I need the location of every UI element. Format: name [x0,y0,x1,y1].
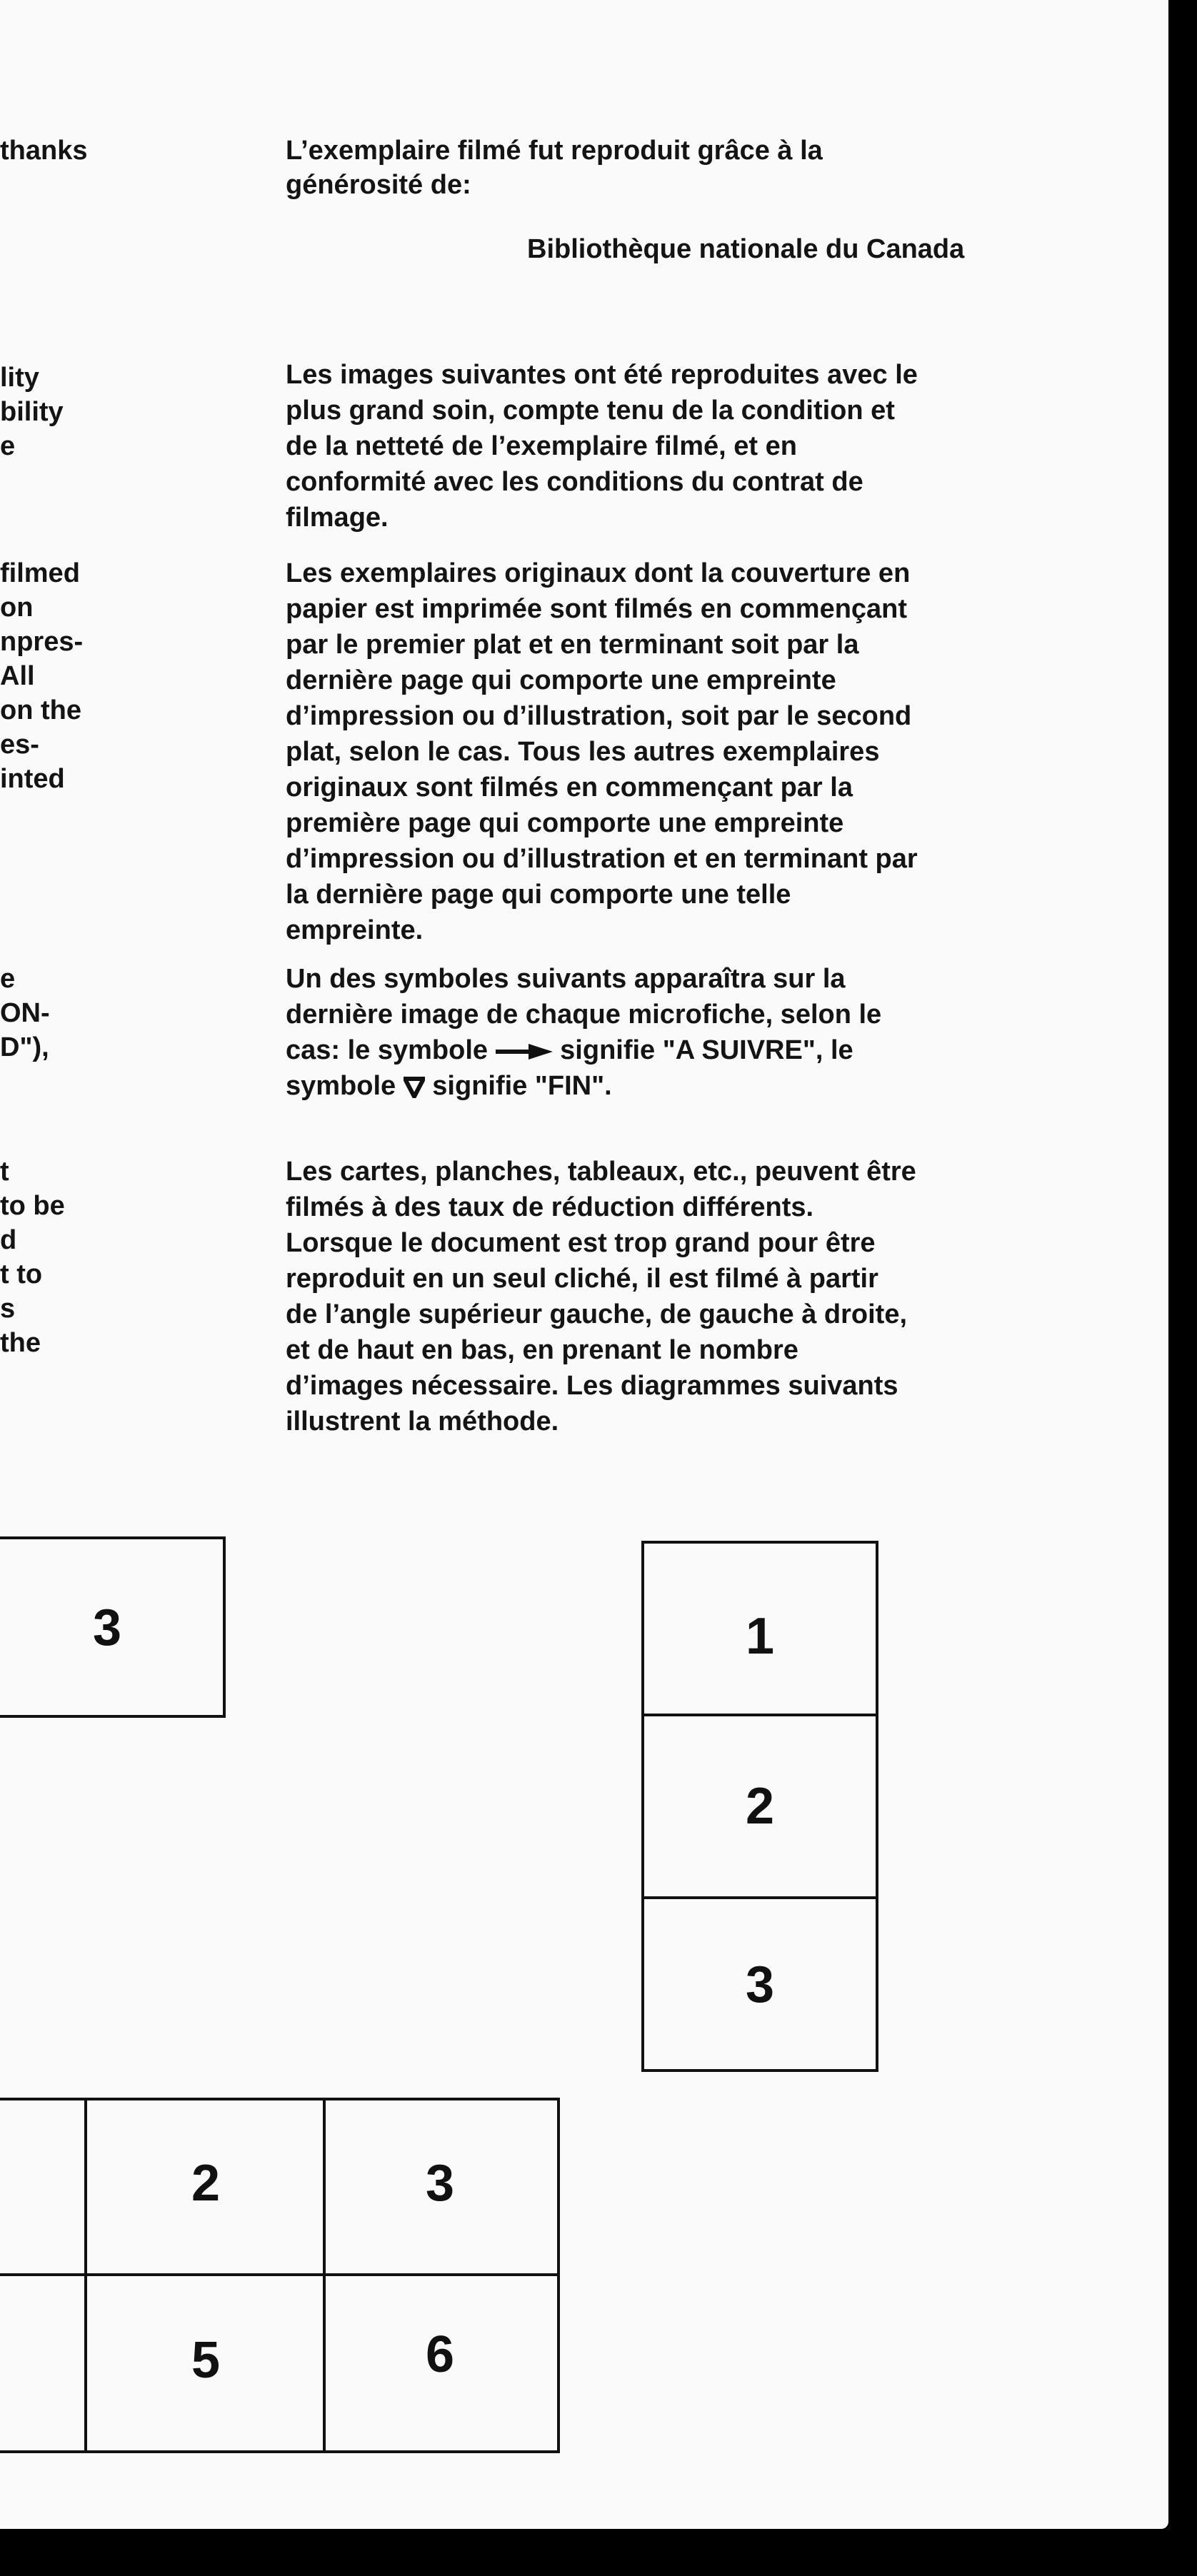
para-line: première page qui comporte une empreinte [286,808,844,838]
left-fragment: e [0,431,16,461]
diagram-grid-hline [0,2273,560,2276]
diagram-cell-number: 1 [745,1608,775,1665]
para-line: empreinte. [286,915,424,945]
para-line: filmage. [286,503,389,533]
para-line: Un des symboles suivants apparaîtra sur la [286,964,846,994]
para-line: la dernière page qui comporte une telle [286,880,791,910]
right-arrow-icon [496,1043,553,1060]
diagram-cell-number: 6 [425,2326,455,2383]
intro-line: générosité de: [286,170,471,200]
para-line: plat, selon le cas. Tous les autres exemplaires [286,737,880,767]
intro-line: L’exemplaire filmé fut reproduit grâce à la [286,136,823,166]
diagram-column-divider [641,1896,878,1899]
diagram-cell-number: 2 [745,1778,775,1835]
para-segment: signifie "A SUIVRE", le [560,1035,853,1065]
diagram-cell-number: 3 [425,2155,455,2212]
para-line: de l’angle supérieur gauche, de gauche à droite, [286,1299,908,1329]
left-fragment: t [0,1157,9,1187]
para-line: Les cartes, planches, tableaux, etc., peuvent être [286,1157,916,1187]
para-line: d’impression ou d’illustration, soit par le second [286,701,912,731]
left-fragment: on [0,593,34,623]
paragraph-originals [286,555,1086,948]
left-fragment: d [0,1225,17,1255]
left-fragment: t to [0,1259,43,1289]
diagram-cell-number: 3 [92,1599,122,1656]
left-fragment: bility [0,397,64,427]
para-line: Les exemplaires originaux dont la couverture en [286,558,911,588]
para-line: originaux sont filmés en commençant par la [286,773,853,803]
left-fragment: s [0,1294,16,1324]
para-line: filmés à des taux de réduction différents. [286,1192,814,1222]
para-segment: symbole [286,1071,396,1101]
left-fragment: npres- [0,627,84,657]
para-line: conformité avec les conditions du contrat de [286,467,863,497]
left-fragment: filmed [0,558,80,588]
left-fragment: es- [0,730,39,760]
para-segment: signifie "FIN". [432,1071,612,1101]
left-fragment: e [0,964,16,994]
left-fragment: on the [0,695,81,725]
left-fragment: lity [0,363,39,393]
left-fragment: ON- [0,998,50,1028]
paragraph-symbols [286,961,1086,1104]
para-line: reproduit en un seul cliché, il est filmé à partir [286,1264,878,1294]
institution-name: Bibliothèque nationale du Canada [527,234,965,264]
diagram-cell-number: 5 [191,2332,221,2389]
paragraph-maps [286,1154,1086,1439]
triangle-down-icon [404,1077,425,1098]
para-line [286,1032,1086,1068]
para-line: Lorsque le document est trop grand pour être [286,1228,876,1258]
left-fragment: D"), [0,1032,49,1062]
para-line: plus grand soin, compte tenu de la condition et [286,396,895,426]
diagram-column-divider [641,1714,878,1716]
diagram-cell-number: 2 [191,2155,221,2212]
para-line: dernière image de chaque microfiche, selon le [286,1000,882,1030]
para-segment: cas: le symbole [286,1035,489,1065]
para-line: dernière page qui comporte une empreinte [286,665,836,695]
para-line: par le premier plat et en terminant soit par la [286,630,859,660]
para-line: de la netteté de l’exemplaire filmé, et en [286,431,797,461]
para-line: Les images suivantes ont été reproduites avec le [286,360,918,390]
left-fragment: inted [0,764,65,794]
para-line: papier est imprimée sont filmés en commençant [286,594,908,624]
para-line: d’images nécessaire. Les diagrammes suivants [286,1371,898,1401]
left-fragment: the [0,1328,41,1358]
paragraph-quality [286,357,1086,535]
left-fragment: to be [0,1191,65,1221]
left-fragment: All [0,661,35,691]
left-fragment: thanks [0,136,88,166]
para-line: illustrent la méthode. [286,1407,559,1437]
para-line: et de haut en bas, en prenant le nombre [286,1335,798,1365]
diagram-cell-number: 3 [745,1956,775,2013]
para-line [286,1068,1086,1104]
para-line: d’impression ou d’illustration et en terminant par [286,844,918,874]
